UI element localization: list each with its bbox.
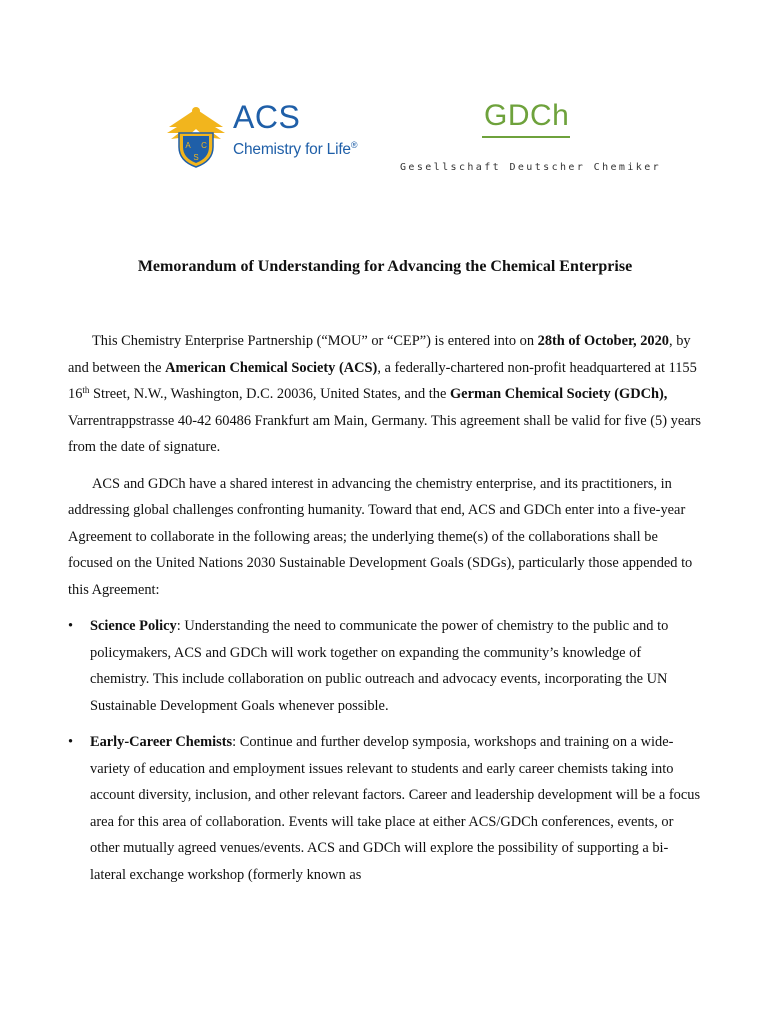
list-item-heading: Early-Career Chemists	[90, 734, 233, 750]
document-body	[68, 328, 704, 898]
gdch-logo-full-name: Gesellschaft Deutscher Chemiker	[400, 162, 662, 173]
acs-badge-letter-c: C	[201, 141, 207, 150]
list-item-text: : Understanding the need to communicate the power of chemistry to the public and to policymakers, ACS and GDCh will work together on expanding the community’s knowledge of chemistry. This include collaboration on public outreach and advocacy events, incorporating the UN Sustainable Development Goals whenever possible.	[90, 618, 669, 714]
list-item-early-career-chemists	[68, 729, 704, 888]
agreement-date: 28th of October, 2020	[537, 333, 669, 349]
bullet-icon: •	[68, 734, 74, 750]
paragraph-purpose: ACS and GDCh have a shared interest in advancing the chemistry enterprise, and its practitioners, in addressing global challenges confronting humanity. Toward that end, ACS and GDCh enter into a five-year Agreement to collaborate in the following areas; the underlying theme(s) of the collaborations shall be focused on the United Nations 2030 Sustainable Development Goals (SDGs), particularly those appended to this Agreement:	[68, 475, 693, 598]
list-item-text: : Continue and further develop symposia, workshops and training on a wide-variety of education and employment issues relevant to students and early career chemists taking into account diversity, inclusion, and other relevant factors. Career and leadership development will be a focus area for this area of collaboration. Events will take place at either ACS/GDCh conferences, events, or other mutually agreed venues/events. ACS and GDCh will explore the possibility of supporting a bi-lateral exchange workshop (formerly known as	[90, 734, 701, 883]
gdch-logo-underline	[482, 136, 570, 138]
acs-logo-name: ACS	[233, 99, 301, 135]
gdch-logo-name: GDCh	[484, 99, 570, 132]
acs-eagle-emblem-icon	[163, 103, 229, 169]
acs-logo	[163, 99, 363, 169]
acs-badge-letter-a: A	[185, 141, 191, 150]
collaboration-areas-list	[68, 613, 704, 888]
bullet-icon: •	[68, 618, 74, 634]
list-item-heading: Science Policy	[90, 618, 177, 634]
list-item-science-policy	[68, 613, 704, 719]
paragraph-parties: This Chemistry Enterprise Partnership (“MOU” or “CEP”) is entered into on 28th of October, 2020, by and between the American Chemical Society (ACS), a federally-chartered non-profit headquartered at 1155 16th Street, N.W., Washington, D.C. 20036, United States, and the German Chemical Society (GDCh), Varrentrappstrasse 40-42 60486 Frankfurt am Main, Germany. This agreement shall be valid for five (5) years from the date of signature.	[68, 333, 701, 455]
document-title: Memorandum of Understanding for Advancing the Chemical Enterprise	[137, 258, 633, 275]
acs-logo-tagline: Chemistry for Life®	[233, 140, 358, 159]
gdch-logo	[398, 98, 662, 182]
acs-party-name: American Chemical Society (ACS)	[165, 359, 378, 376]
acs-badge-letter-s: S	[193, 153, 199, 162]
gdch-party-name: German Chemical Society (GDCh),	[449, 386, 668, 402]
